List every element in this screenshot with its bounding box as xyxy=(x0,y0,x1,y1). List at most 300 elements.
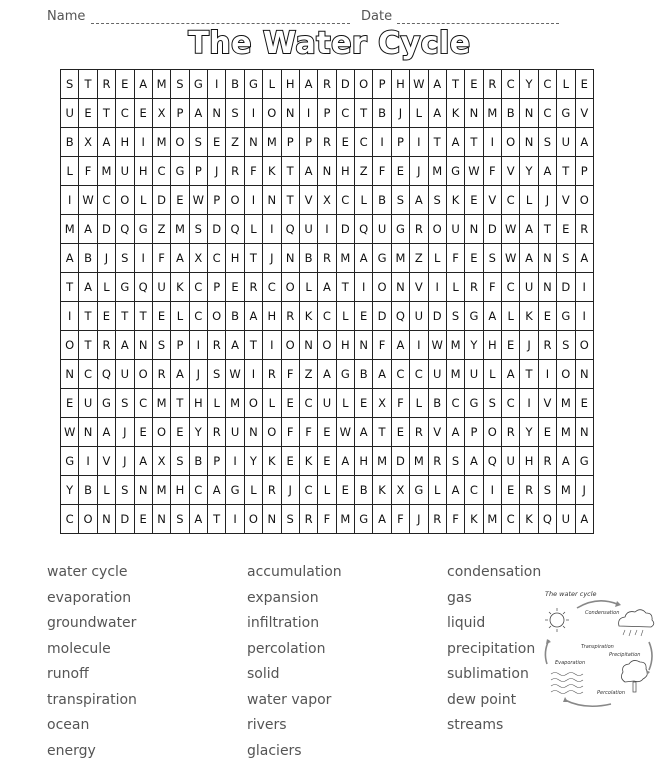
grid-cell[interactable]: O xyxy=(557,360,575,389)
grid-cell[interactable]: E xyxy=(355,302,373,331)
grid-cell[interactable]: I xyxy=(299,99,317,128)
grid-cell[interactable]: N xyxy=(538,273,556,302)
grid-cell[interactable]: S xyxy=(557,331,575,360)
grid-cell[interactable]: F xyxy=(391,389,409,418)
grid-cell[interactable]: E xyxy=(557,215,575,244)
grid-cell[interactable]: Y xyxy=(520,418,538,447)
grid-cell[interactable]: J xyxy=(281,476,299,505)
grid-cell[interactable]: J xyxy=(520,331,538,360)
grid-cell[interactable]: X xyxy=(79,128,97,157)
grid-cell[interactable]: C xyxy=(502,186,520,215)
grid-cell[interactable]: Q xyxy=(226,215,244,244)
grid-cell[interactable]: I xyxy=(208,70,226,99)
grid-cell[interactable]: C xyxy=(263,273,281,302)
grid-cell[interactable]: E xyxy=(465,186,483,215)
grid-cell[interactable]: E xyxy=(575,70,594,99)
grid-cell[interactable]: Y xyxy=(520,157,538,186)
grid-cell[interactable]: G xyxy=(465,389,483,418)
grid-cell[interactable]: T xyxy=(244,331,262,360)
grid-cell[interactable]: L xyxy=(208,389,226,418)
grid-cell[interactable]: H xyxy=(281,70,299,99)
grid-cell[interactable]: D xyxy=(336,215,354,244)
grid-cell[interactable]: O xyxy=(134,360,152,389)
grid-cell[interactable]: O xyxy=(152,418,170,447)
grid-cell[interactable]: S xyxy=(226,99,244,128)
grid-cell[interactable]: S xyxy=(171,505,189,534)
grid-cell[interactable]: F xyxy=(152,244,170,273)
grid-cell[interactable]: C xyxy=(446,389,464,418)
grid-cell[interactable]: O xyxy=(281,331,299,360)
grid-cell[interactable]: O xyxy=(575,186,594,215)
grid-cell[interactable]: N xyxy=(263,186,281,215)
grid-cell[interactable]: M xyxy=(226,389,244,418)
grid-cell[interactable]: E xyxy=(391,418,409,447)
grid-cell[interactable]: R xyxy=(152,360,170,389)
grid-cell[interactable]: Q xyxy=(134,273,152,302)
grid-cell[interactable]: L xyxy=(410,389,428,418)
grid-cell[interactable]: B xyxy=(226,70,244,99)
grid-cell[interactable]: S xyxy=(116,389,134,418)
grid-cell[interactable]: L xyxy=(446,273,464,302)
grid-cell[interactable]: H xyxy=(336,331,354,360)
grid-cell[interactable]: C xyxy=(189,476,207,505)
grid-cell[interactable]: E xyxy=(318,447,336,476)
grid-cell[interactable]: T xyxy=(134,302,152,331)
grid-cell[interactable]: Q xyxy=(538,505,556,534)
grid-cell[interactable]: I xyxy=(189,331,207,360)
grid-cell[interactable]: S xyxy=(171,70,189,99)
grid-cell[interactable]: M xyxy=(152,389,170,418)
grid-cell[interactable]: T xyxy=(244,244,262,273)
grid-cell[interactable]: N xyxy=(208,99,226,128)
grid-cell[interactable]: I xyxy=(410,331,428,360)
grid-cell[interactable]: U xyxy=(61,99,79,128)
grid-cell[interactable]: G xyxy=(391,215,409,244)
grid-cell[interactable]: N xyxy=(355,331,373,360)
grid-cell[interactable]: S xyxy=(61,70,79,99)
grid-cell[interactable]: I xyxy=(244,99,262,128)
grid-cell[interactable]: M xyxy=(373,447,391,476)
grid-cell[interactable]: S xyxy=(428,186,446,215)
grid-cell[interactable]: O xyxy=(318,331,336,360)
grid-cell[interactable]: K xyxy=(520,302,538,331)
grid-cell[interactable]: U xyxy=(299,215,317,244)
grid-cell[interactable]: E xyxy=(116,70,134,99)
grid-cell[interactable]: J xyxy=(189,360,207,389)
grid-cell[interactable]: N xyxy=(391,273,409,302)
grid-cell[interactable]: A xyxy=(373,360,391,389)
grid-cell[interactable]: V xyxy=(410,273,428,302)
grid-cell[interactable]: N xyxy=(465,215,483,244)
grid-cell[interactable]: D xyxy=(428,302,446,331)
grid-cell[interactable]: S xyxy=(189,128,207,157)
grid-cell[interactable]: D xyxy=(208,215,226,244)
grid-cell[interactable]: F xyxy=(483,157,501,186)
grid-cell[interactable]: W xyxy=(428,331,446,360)
grid-cell[interactable]: E xyxy=(355,389,373,418)
grid-cell[interactable]: N xyxy=(281,99,299,128)
grid-cell[interactable]: U xyxy=(226,418,244,447)
grid-cell[interactable]: R xyxy=(428,447,446,476)
grid-cell[interactable]: C xyxy=(502,505,520,534)
grid-cell[interactable]: T xyxy=(446,70,464,99)
grid-cell[interactable]: I xyxy=(79,447,97,476)
grid-cell[interactable]: B xyxy=(355,476,373,505)
grid-cell[interactable]: B xyxy=(373,99,391,128)
grid-cell[interactable]: U xyxy=(557,128,575,157)
grid-cell[interactable]: Y xyxy=(520,70,538,99)
grid-cell[interactable]: O xyxy=(428,215,446,244)
grid-cell[interactable]: E xyxy=(318,418,336,447)
grid-cell[interactable]: A xyxy=(446,418,464,447)
grid-cell[interactable]: A xyxy=(299,157,317,186)
grid-cell[interactable]: F xyxy=(446,244,464,273)
grid-cell[interactable]: E xyxy=(502,476,520,505)
grid-cell[interactable]: B xyxy=(502,99,520,128)
grid-cell[interactable]: C xyxy=(318,302,336,331)
grid-cell[interactable]: K xyxy=(373,476,391,505)
grid-cell[interactable]: G xyxy=(171,157,189,186)
grid-cell[interactable]: P xyxy=(318,99,336,128)
grid-cell[interactable]: L xyxy=(410,99,428,128)
grid-cell[interactable]: L xyxy=(263,70,281,99)
grid-cell[interactable]: A xyxy=(244,302,262,331)
grid-cell[interactable]: C xyxy=(502,70,520,99)
grid-cell[interactable]: N xyxy=(318,157,336,186)
grid-cell[interactable]: W xyxy=(61,418,79,447)
grid-cell[interactable]: A xyxy=(446,128,464,157)
grid-cell[interactable]: P xyxy=(373,70,391,99)
grid-cell[interactable]: U xyxy=(152,273,170,302)
grid-cell[interactable]: E xyxy=(134,505,152,534)
grid-cell[interactable]: B xyxy=(355,360,373,389)
grid-cell[interactable]: S xyxy=(446,447,464,476)
grid-cell[interactable]: C xyxy=(134,389,152,418)
grid-cell[interactable]: V xyxy=(428,418,446,447)
grid-cell[interactable]: H xyxy=(171,476,189,505)
grid-cell[interactable]: A xyxy=(189,99,207,128)
grid-cell[interactable]: A xyxy=(373,505,391,534)
grid-cell[interactable]: O xyxy=(373,273,391,302)
grid-cell[interactable]: R xyxy=(208,331,226,360)
grid-cell[interactable]: A xyxy=(355,418,373,447)
grid-cell[interactable]: I xyxy=(61,186,79,215)
grid-cell[interactable]: A xyxy=(355,244,373,273)
grid-cell[interactable]: N xyxy=(299,331,317,360)
grid-cell[interactable]: V xyxy=(575,99,594,128)
grid-cell[interactable]: A xyxy=(446,476,464,505)
grid-cell[interactable]: Y xyxy=(61,476,79,505)
grid-cell[interactable]: A xyxy=(520,244,538,273)
grid-cell[interactable]: J xyxy=(208,157,226,186)
grid-cell[interactable]: N xyxy=(263,505,281,534)
grid-cell[interactable]: L xyxy=(502,302,520,331)
grid-cell[interactable]: G xyxy=(336,360,354,389)
grid-cell[interactable]: R xyxy=(410,418,428,447)
grid-cell[interactable]: A xyxy=(79,273,97,302)
grid-cell[interactable]: L xyxy=(97,476,115,505)
grid-cell[interactable]: I xyxy=(134,128,152,157)
grid-cell[interactable]: R xyxy=(318,70,336,99)
grid-cell[interactable]: G xyxy=(189,70,207,99)
grid-cell[interactable]: C xyxy=(391,360,409,389)
grid-cell[interactable]: C xyxy=(61,505,79,534)
grid-cell[interactable]: C xyxy=(189,273,207,302)
grid-cell[interactable]: F xyxy=(373,157,391,186)
grid-cell[interactable]: A xyxy=(575,128,594,157)
grid-cell[interactable]: H xyxy=(520,447,538,476)
grid-cell[interactable]: C xyxy=(410,360,428,389)
grid-cell[interactable]: T xyxy=(171,389,189,418)
grid-cell[interactable]: M xyxy=(446,331,464,360)
grid-cell[interactable]: R xyxy=(226,157,244,186)
grid-cell[interactable]: U xyxy=(318,389,336,418)
grid-cell[interactable]: G xyxy=(575,447,594,476)
grid-cell[interactable]: E xyxy=(97,302,115,331)
grid-cell[interactable]: S xyxy=(281,505,299,534)
grid-cell[interactable]: E xyxy=(391,157,409,186)
grid-cell[interactable]: A xyxy=(97,418,115,447)
grid-cell[interactable]: P xyxy=(208,447,226,476)
grid-cell[interactable]: C xyxy=(208,244,226,273)
grid-cell[interactable]: N xyxy=(520,99,538,128)
grid-cell[interactable]: D xyxy=(373,302,391,331)
grid-cell[interactable]: U xyxy=(116,157,134,186)
grid-cell[interactable]: L xyxy=(428,244,446,273)
grid-cell[interactable]: K xyxy=(465,505,483,534)
grid-cell[interactable]: J xyxy=(116,418,134,447)
grid-cell[interactable]: Q xyxy=(281,215,299,244)
grid-cell[interactable]: G xyxy=(226,476,244,505)
grid-cell[interactable]: P xyxy=(391,128,409,157)
grid-cell[interactable]: M xyxy=(263,128,281,157)
grid-cell[interactable]: T xyxy=(336,273,354,302)
grid-cell[interactable]: R xyxy=(318,244,336,273)
grid-cell[interactable]: E xyxy=(538,418,556,447)
grid-cell[interactable]: I xyxy=(263,215,281,244)
grid-cell[interactable]: A xyxy=(575,244,594,273)
grid-cell[interactable]: K xyxy=(299,447,317,476)
grid-cell[interactable]: X xyxy=(373,389,391,418)
grid-cell[interactable]: W xyxy=(502,215,520,244)
grid-cell[interactable]: D xyxy=(557,273,575,302)
grid-cell[interactable]: C xyxy=(299,476,317,505)
grid-cell[interactable]: U xyxy=(465,360,483,389)
grid-cell[interactable]: T xyxy=(97,99,115,128)
grid-cell[interactable]: C xyxy=(97,186,115,215)
grid-cell[interactable]: H xyxy=(336,157,354,186)
grid-cell[interactable]: M xyxy=(483,99,501,128)
grid-cell[interactable]: O xyxy=(502,128,520,157)
grid-cell[interactable]: E xyxy=(538,302,556,331)
grid-cell[interactable]: H xyxy=(391,70,409,99)
grid-cell[interactable]: R xyxy=(538,331,556,360)
grid-cell[interactable]: B xyxy=(373,186,391,215)
grid-cell[interactable]: A xyxy=(208,476,226,505)
grid-cell[interactable]: D xyxy=(483,215,501,244)
grid-cell[interactable]: R xyxy=(97,70,115,99)
grid-cell[interactable]: D xyxy=(391,447,409,476)
grid-cell[interactable]: N xyxy=(134,476,152,505)
grid-cell[interactable]: E xyxy=(502,331,520,360)
grid-cell[interactable]: F xyxy=(373,331,391,360)
grid-cell[interactable]: Z xyxy=(355,157,373,186)
grid-cell[interactable]: C xyxy=(465,476,483,505)
grid-cell[interactable]: A xyxy=(483,302,501,331)
grid-cell[interactable]: J xyxy=(575,476,594,505)
grid-cell[interactable]: H xyxy=(483,331,501,360)
grid-cell[interactable]: L xyxy=(520,186,538,215)
grid-cell[interactable]: I xyxy=(244,186,262,215)
grid-cell[interactable]: T xyxy=(79,302,97,331)
grid-cell[interactable]: F xyxy=(446,505,464,534)
grid-cell[interactable]: G xyxy=(244,70,262,99)
grid-cell[interactable]: T xyxy=(428,128,446,157)
grid-cell[interactable]: M xyxy=(171,215,189,244)
grid-cell[interactable]: A xyxy=(79,215,97,244)
grid-cell[interactable]: W xyxy=(336,418,354,447)
grid-cell[interactable]: G xyxy=(465,302,483,331)
grid-cell[interactable]: I xyxy=(520,389,538,418)
grid-cell[interactable]: A xyxy=(318,360,336,389)
grid-cell[interactable]: I xyxy=(355,273,373,302)
grid-cell[interactable]: E xyxy=(134,99,152,128)
grid-cell[interactable]: I xyxy=(483,128,501,157)
grid-cell[interactable]: B xyxy=(428,389,446,418)
grid-cell[interactable]: P xyxy=(575,157,594,186)
grid-cell[interactable]: B xyxy=(79,476,97,505)
grid-cell[interactable]: W xyxy=(502,244,520,273)
grid-cell[interactable]: A xyxy=(410,186,428,215)
grid-cell[interactable]: R xyxy=(299,505,317,534)
grid-cell[interactable]: F xyxy=(281,360,299,389)
grid-cell[interactable]: L xyxy=(336,389,354,418)
grid-cell[interactable]: A xyxy=(557,447,575,476)
grid-cell[interactable]: E xyxy=(465,70,483,99)
grid-cell[interactable]: I xyxy=(318,215,336,244)
grid-cell[interactable]: V xyxy=(97,447,115,476)
grid-cell[interactable]: E xyxy=(336,476,354,505)
grid-cell[interactable]: S xyxy=(391,186,409,215)
grid-cell[interactable]: S xyxy=(171,447,189,476)
grid-cell[interactable]: G xyxy=(557,99,575,128)
grid-cell[interactable]: O xyxy=(79,505,97,534)
grid-cell[interactable]: L xyxy=(61,157,79,186)
grid-cell[interactable]: J xyxy=(410,505,428,534)
grid-cell[interactable]: F xyxy=(79,157,97,186)
grid-cell[interactable]: C xyxy=(502,389,520,418)
grid-cell[interactable]: G xyxy=(97,389,115,418)
grid-cell[interactable]: N xyxy=(61,360,79,389)
grid-cell[interactable]: S xyxy=(538,476,556,505)
grid-cell[interactable]: X xyxy=(391,476,409,505)
grid-cell[interactable]: L xyxy=(171,302,189,331)
grid-cell[interactable]: W xyxy=(410,70,428,99)
grid-cell[interactable]: R xyxy=(244,273,262,302)
grid-cell[interactable]: M xyxy=(557,476,575,505)
grid-cell[interactable]: E xyxy=(336,128,354,157)
grid-cell[interactable]: J xyxy=(116,447,134,476)
grid-cell[interactable]: M xyxy=(428,157,446,186)
grid-cell[interactable]: N xyxy=(520,128,538,157)
grid-cell[interactable]: E xyxy=(152,302,170,331)
grid-cell[interactable]: A xyxy=(134,447,152,476)
grid-cell[interactable]: N xyxy=(97,505,115,534)
grid-cell[interactable]: I xyxy=(428,273,446,302)
grid-cell[interactable]: I xyxy=(483,476,501,505)
grid-cell[interactable]: O xyxy=(171,128,189,157)
grid-cell[interactable]: L xyxy=(244,215,262,244)
grid-cell[interactable]: L xyxy=(318,476,336,505)
grid-cell[interactable]: B xyxy=(299,244,317,273)
grid-cell[interactable]: H xyxy=(134,157,152,186)
grid-cell[interactable]: I xyxy=(373,128,391,157)
grid-cell[interactable]: O xyxy=(483,418,501,447)
grid-cell[interactable]: N xyxy=(79,418,97,447)
grid-cell[interactable]: M xyxy=(152,128,170,157)
grid-cell[interactable]: N xyxy=(134,331,152,360)
grid-cell[interactable]: M xyxy=(152,476,170,505)
grid-cell[interactable]: H xyxy=(226,244,244,273)
grid-cell[interactable]: I xyxy=(226,505,244,534)
grid-cell[interactable]: I xyxy=(575,302,594,331)
grid-cell[interactable]: X xyxy=(152,99,170,128)
grid-cell[interactable]: A xyxy=(538,157,556,186)
grid-cell[interactable]: X xyxy=(318,186,336,215)
grid-cell[interactable]: G xyxy=(557,302,575,331)
grid-cell[interactable]: H xyxy=(116,128,134,157)
grid-cell[interactable]: N xyxy=(281,244,299,273)
grid-cell[interactable]: P xyxy=(208,273,226,302)
grid-cell[interactable]: U xyxy=(446,215,464,244)
grid-cell[interactable]: A xyxy=(465,447,483,476)
grid-cell[interactable]: A xyxy=(61,244,79,273)
grid-cell[interactable]: Y xyxy=(189,418,207,447)
grid-cell[interactable]: E xyxy=(281,389,299,418)
grid-cell[interactable]: I xyxy=(263,331,281,360)
grid-cell[interactable]: W xyxy=(189,186,207,215)
grid-cell[interactable]: T xyxy=(79,70,97,99)
grid-cell[interactable]: U xyxy=(502,447,520,476)
grid-cell[interactable]: L xyxy=(483,360,501,389)
grid-cell[interactable]: I xyxy=(538,360,556,389)
grid-cell[interactable]: J xyxy=(263,244,281,273)
grid-cell[interactable]: G xyxy=(373,244,391,273)
grid-cell[interactable]: Q xyxy=(355,215,373,244)
grid-cell[interactable]: A xyxy=(134,70,152,99)
grid-cell[interactable]: Z xyxy=(299,360,317,389)
grid-cell[interactable]: M xyxy=(557,418,575,447)
grid-cell[interactable]: R xyxy=(575,215,594,244)
grid-cell[interactable]: A xyxy=(428,70,446,99)
grid-cell[interactable]: N xyxy=(575,418,594,447)
grid-cell[interactable]: S xyxy=(189,215,207,244)
grid-cell[interactable]: A xyxy=(299,70,317,99)
grid-cell[interactable]: M xyxy=(410,447,428,476)
grid-cell[interactable]: E xyxy=(134,418,152,447)
grid-cell[interactable]: G xyxy=(410,476,428,505)
grid-cell[interactable]: N xyxy=(152,505,170,534)
grid-cell[interactable]: L xyxy=(557,70,575,99)
grid-cell[interactable]: L xyxy=(336,302,354,331)
grid-cell[interactable]: W xyxy=(465,157,483,186)
grid-cell[interactable]: A xyxy=(318,273,336,302)
grid-cell[interactable]: C xyxy=(355,128,373,157)
grid-cell[interactable]: V xyxy=(299,186,317,215)
grid-cell[interactable]: P xyxy=(171,99,189,128)
grid-cell[interactable]: R xyxy=(483,70,501,99)
grid-cell[interactable]: I xyxy=(575,273,594,302)
